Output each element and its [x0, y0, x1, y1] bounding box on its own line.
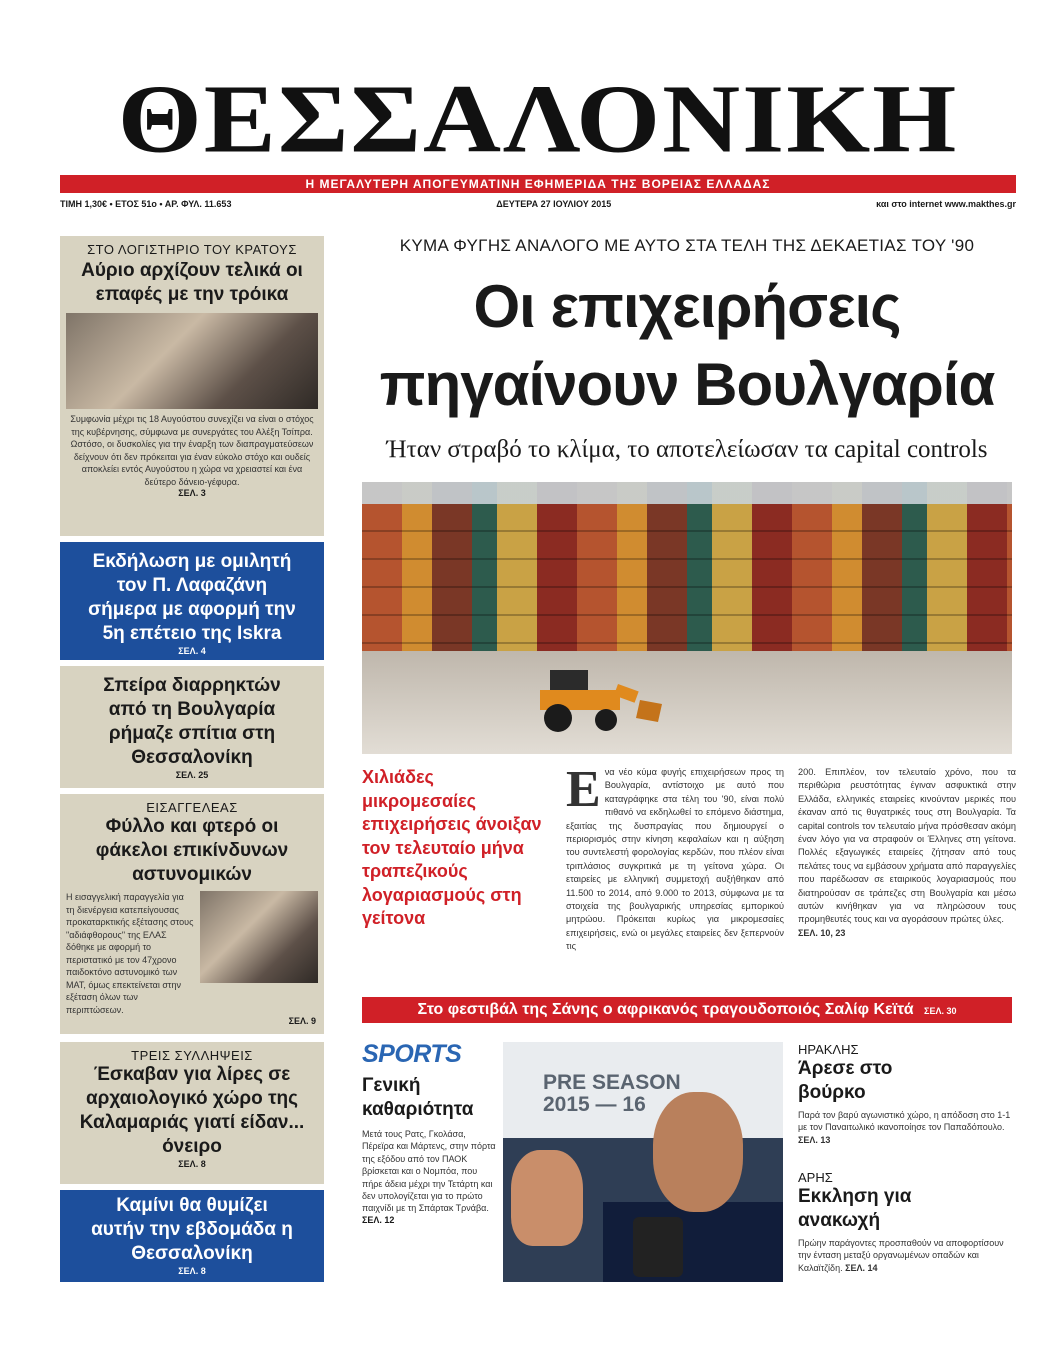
sports-main-story[interactable] — [362, 1074, 496, 1225]
story-kicker: ΕΙΣΑΓΓΕΛΕΑΣ — [146, 800, 238, 815]
sports-press-conference-photo — [503, 1042, 783, 1282]
issue-date: ΔΕΥΤΕΡΑ 27 ΙΟΥΛΙΟΥ 2015 — [496, 199, 612, 209]
story-page-ref: ΣΕΛ. 14 — [845, 1262, 878, 1273]
sports-story-aris[interactable] — [798, 1170, 1012, 1274]
story-headline: Σπείρα διαρρηκτών από τη Βουλγαρία ρήμαζε σπίτια στη Θεσσαλονίκη — [103, 675, 281, 768]
sidebar-story-burglars[interactable] — [60, 666, 324, 788]
lead-page-ref: ΣΕΛ. 10, 23 — [798, 927, 846, 938]
lead-headline-line1: Οι επιχειρήσεις — [473, 273, 901, 340]
sports-story-iraklis[interactable] — [798, 1042, 1012, 1146]
issue-price: ΤΙΜΗ 1,30€ • ΕΤΟΣ 51ο • ΑΡ. ΦΥΛ. 11.653 — [60, 199, 232, 209]
story-body: Η εισαγγελική παραγγελία για τη διενέργεια κατεπείγουσας προκαταρκτικής εξέτασης στους "αδιάφθορους" της ΕΛΑΣ δόθηκε με αφορμή το περιστατικό με τον 47χρονο παιδοκτόνο αστυνομικό των ΜΑΤ, όμως επεκτείνεται στην εξέταση όλων των περιπτώσεων. — [66, 892, 194, 1015]
lead-photo-containers — [362, 482, 1012, 754]
story-page-ref: ΣΕΛ. 8 — [178, 1159, 206, 1169]
festival-page-ref: ΣΕΛ. 30 — [924, 1006, 957, 1016]
lead-column-2-text: 200. Επιπλέον, τον τελευταίο χρόνο, που τα περιθώρια ρευστότητας έγιναν ασφυκτικά στην Ελλάδα, ελληνικές εταιρείες κινούνταν μερικές που έκαναν από τις θυγατρικές τους στη Βουλγαρία. Τα capital controls τον τελευταίο μήνα πρόσθεσαν ακόμη έναν λόγο για να στραφούν οι Έλληνες στη γείτονα. Πολλές εξαγωγικές εταιρείες ζήτησαν από τους πελάτες τους να εμβάσουν χρήματα από παραγγελίες που παρέδωσαν σε εταιρικούς λογαριασμούς που διατηρούσαν σε τράπεζες στη Βουλγαρία και μέσω αυτών κινήθηκαν για να πληρώσουν τους προμηθευτές τους και να αγοράσουν πρώτες ύλες. — [798, 767, 1016, 925]
story-page-ref: ΣΕΛ. 25 — [175, 770, 209, 780]
story-headline: Γενική καθαριότητα — [362, 1075, 474, 1120]
story-page-ref: ΣΕΛ. 4 — [178, 646, 206, 656]
story-body: Συμφωνία μέχρι τις 18 Αυγούστου συνεχίζει να είναι ο στόχος της κυβέρνησης, σύμφωνα με συνεργάτες του Αλέξη Τσίπρα. Ωστόσο, οι δυσκολίες για την έναρξη των διαπραγματεύσεων δείχνουν ότι δεν πρόκειται για έναν εύκολο στόχο και ουδείς αποκλείει εντός Αυγούστου η χώρα να χρειαστεί και ένα δεύτερο δάνειο-γέφυρα. — [70, 414, 314, 487]
drop-cap: Ε — [566, 761, 601, 818]
story-page-ref: ΣΕΛ. 12 — [362, 1214, 395, 1225]
sidebar-story-excavation[interactable] — [60, 1042, 324, 1184]
story-kicker: ΗΡΑΚΛΗΣ — [798, 1042, 859, 1057]
festival-banner[interactable] — [362, 997, 1012, 1023]
lead-headline[interactable] — [340, 268, 1034, 424]
story-page-ref: ΣΕΛ. 13 — [798, 1134, 831, 1145]
sidebar-story-troika[interactable] — [60, 236, 324, 536]
story-headline: Φύλλο και φτερό οι φάκελοι επικίνδυνων αστυνομικών — [95, 816, 289, 885]
parliament-photo — [66, 313, 318, 409]
sidebar-story-police-files[interactable] — [60, 794, 324, 1034]
festival-text: Στο φεστιβάλ της Σάνης ο αφρικανός τραγουδοποιός Σαλίφ Κεϊτά — [417, 1001, 914, 1018]
lead-headline-line2: πηγαίνουν Βουλγαρία — [379, 351, 995, 418]
story-kicker: ΤΡΕΙΣ ΣΥΛΛΗΨΕΙΣ — [131, 1048, 253, 1063]
story-body: Παρά τον βαρύ αγωνιστικό χώρο, η απόδοση στο 1-1 με τον Παναιτωλικό ικανοποίησε τον Παπαδόπουλο. ΣΕΛ. 13 — [798, 1110, 1011, 1145]
story-page-ref: ΣΕΛ. 3 — [178, 488, 206, 498]
story-body: Μετά τους Ρατς, Γκολάσα, Πέρεϊρα και Μάρτενς, στην πόρτα της εξόδου από τον ΠΑΟΚ βρίσκεται και ο Νομπόα, που πήρε άδεια μέχρι την Τετάρτη και δεν υπολογίζεται για το πρώτο παιχνίδι με τη Σπάρτακ Τρνάβα. — [362, 1129, 496, 1214]
lead-kicker: ΚΥΜΑ ΦΥΓΗΣ ΑΝΑΛΟΓΟ ΜΕ ΑΥΤΟ ΣΤΑ ΤΕΛΗ ΤΗΣ ΔΕΚΑΕΤΙΑΣ ΤΟΥ '90 — [399, 236, 975, 255]
arrest-photo — [200, 891, 318, 983]
story-page-ref: ΣΕΛ. 9 — [288, 1016, 316, 1026]
story-page-ref: ΣΕΛ. 8 — [178, 1266, 206, 1276]
story-kicker: ΑΡΗΣ — [798, 1170, 833, 1185]
story-headline: Εκκληση για ανακωχή — [798, 1186, 912, 1231]
sidebar-story-heatwave[interactable] — [60, 1190, 324, 1282]
lead-red-summary: Χιλιάδες μικρομεσαίες επιχειρήσεις άνοιξαν τον τελευταίο μήνα τραπεζικούς λογαριασμούς στη γείτονα — [362, 767, 542, 928]
story-kicker: ΣΤΟ ΛΟΓΙΣΤΗΡΙΟ ΤΟΥ ΚΡΑΤΟΥΣ — [87, 242, 297, 257]
story-headline: Αύριο αρχίζουν τελικά οι επαφές με την τρόικα — [81, 260, 303, 305]
story-body: Πρώην παράγοντες προσπαθούν να αποφορτίσουν την ένταση μεταξύ οργανωμένων οπαδών και Καλαϊτζίδη. ΣΕΛ. 14 — [798, 1238, 1004, 1273]
lead-subhead: Ήταν στραβό το κλίμα, το αποτελείωσαν τα capital controls — [386, 436, 988, 463]
sidebar-story-lafazanis[interactable] — [60, 542, 324, 660]
newspaper-masthead: ΘΕΣΣΑΛΟΝΙΚΗ — [117, 66, 959, 174]
lead-column-1-text: να νέο κύμα φυγής επιχειρήσεων προς τη Βουλγαρία, αντίστοιχο με αυτό που καταγράφηκε στα τέλη του '90, είναι πολύ πιθανό να εκδηλωθεί το επόμενο διάστημα, εξαιτίας της δυσπραγίας που δημιουργεί ο περιορισμός στην κίνηση κεφαλαίων και η αύξηση του συντελεστή φορολογίας κερδών, που πλέον είναι τριπλάσιος συγκριτικά με τη γείτονα χώρα. Οι εταιρείες με ελληνική συμμετοχή αυξήθηκαν από 11.500 το 2014, από 9.000 το 2013, σύμφωνα με τα στοιχεία της βουλγαρικής υπηρεσίας εμπορικού μητρώου. Πρόκειται κυρίως για μικρομεσαίες επιχειρήσεις, ενώ οι μεγάλες εταιρείες δεν ξεπερνούν τις — [566, 767, 784, 952]
backhoe-loader-image — [522, 656, 672, 736]
story-headline: Εκδήλωση με ομιλητή τον Π. Λαφαζάνη σήμερα με αφορμή την 5η επέτειο της Iskra — [88, 551, 296, 644]
sports-section-label: SPORTS — [362, 1040, 462, 1068]
lead-column-2 — [798, 766, 1016, 940]
story-headline: Άρεσε στο βούρκο — [798, 1058, 893, 1103]
microphone-icon — [633, 1217, 683, 1277]
story-headline: Καμίνι θα θυμίζει αυτήν την εβδομάδα η Θεσσαλονίκη — [91, 1195, 293, 1264]
pre-season-banner: PRE SEASON 2015 — 16 — [543, 1071, 681, 1116]
masthead-tagline: Η ΜΕΓΑΛΥΤΕΡΗ ΑΠΟΓΕΥΜΑΤΙΝΗ ΕΦΗΜΕΡΙΔΑ ΤΗΣ ΒΟΡΕΙΑΣ ΕΛΛΑΔΑΣ — [60, 175, 1016, 193]
story-headline: Έσκαβαν για λίρες σε αρχαιολογικό χώρο της Καλαμαριάς γιατί είδαν... όνειρο — [79, 1064, 305, 1157]
issue-info-line — [60, 196, 1016, 212]
website-link[interactable]: και στο internet www.makthes.gr — [876, 199, 1016, 209]
lead-column-1 — [566, 761, 784, 954]
